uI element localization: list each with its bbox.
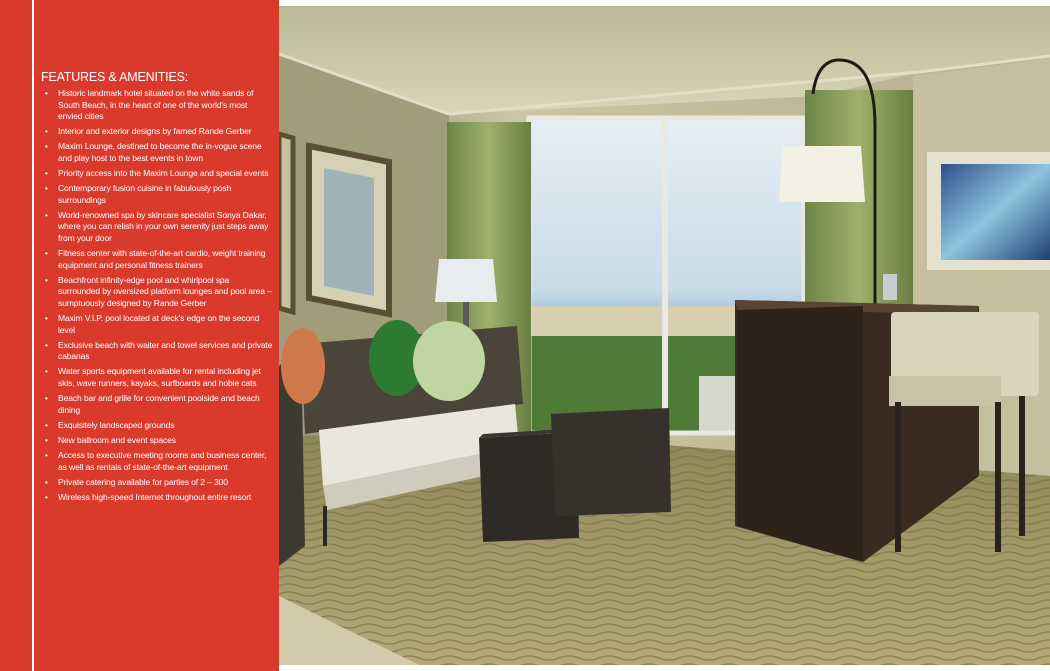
feature-item: • Contemporary fusion cuisine in fabulously posh surroundings — [41, 183, 273, 206]
features-heading: FEATURES & AMENITIES: — [41, 70, 188, 84]
features-section — [41, 70, 273, 507]
feature-item: • Interior and exterior designs by famed Rande Gerber — [41, 126, 273, 138]
feature-item: • Historic landmark hotel situated on the white sands of South Beach, in the heart of one of the world's most envied cities — [41, 88, 273, 123]
feature-item: • Maxim Lounge, destined to become the in-vogue scene and play host to the best events in town — [41, 141, 273, 164]
feature-item: • Maxim V.I.P. pool located at deck's edge on the second level — [41, 313, 273, 336]
feature-item: • Access to executive meeting rooms and business center, as well as rentals of state-of-the-art equipment — [41, 450, 273, 473]
feature-item: • Private catering available for parties of 2 – 300 — [41, 477, 273, 489]
feature-item: • Exclusive beach with waiter and towel services and private cabanas — [41, 340, 273, 363]
panel-divider-line — [32, 0, 34, 671]
hotel-room-illustration — [279, 6, 1050, 665]
feature-item: • World-renowned spa by skincare specialist Sonya Dakar, where you can relish in your own serenity just steps away from your door — [41, 210, 273, 245]
feature-item: • Wireless high-speed Internet throughout entire resort — [41, 492, 273, 504]
feature-item: • Priority access into the Maxim Lounge and special events — [41, 168, 273, 180]
feature-item: • New ballroom and event spaces — [41, 435, 273, 447]
feature-item: • Beachfront infinity-edge pool and whirlpool spa surrounded by oversized platform lounges and pool area – sumptuously designed by Rande Gerber — [41, 275, 273, 310]
feature-item: • Fitness center with state-of-the-art cardio, weight training equipment and personal fitness trainers — [41, 248, 273, 271]
feature-item: • Exquisitely landscaped grounds — [41, 420, 273, 432]
features-list — [41, 88, 273, 503]
feature-item: • Water sports equipment available for rental including jet skis, wave runners, kayaks, surfboards and hobie cats — [41, 366, 273, 389]
hotel-room-photo — [279, 6, 1050, 665]
feature-item: • Beach bar and grille for convenient poolside and beach dining — [41, 393, 273, 416]
